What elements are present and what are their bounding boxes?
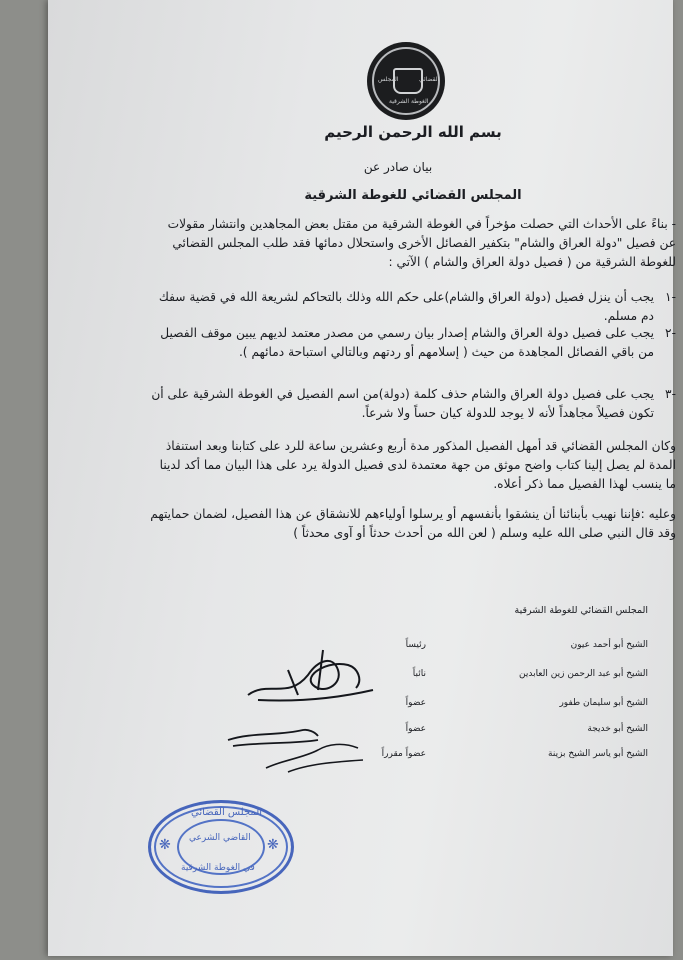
signatory-name: الشيخ أبو عبد الرحمن زين العابدين <box>518 669 648 679</box>
statement-label: بيان صادر عن <box>363 160 433 174</box>
signatory-row <box>268 724 648 738</box>
signatory-role: عضواً <box>405 724 426 734</box>
signatories-title: المجلس القضائي للغوطة الشرقية <box>514 605 648 616</box>
signatory-role: نائباً <box>412 669 426 679</box>
logo-text-right: القضائي <box>419 76 440 83</box>
demand-item <box>148 324 676 362</box>
signatory-role: عضواً مقرراً <box>381 749 426 759</box>
demand-item <box>148 385 676 423</box>
document-page <box>48 0 676 956</box>
signatory-name: الشيخ أبو ياسر الشيخ بزينة <box>548 749 648 759</box>
logo-text-left: المجلس <box>378 76 399 83</box>
stamp-text-middle: القاضي الشرعي <box>189 833 251 843</box>
signatory-name: الشيخ أبو أحمد عيون <box>570 640 648 650</box>
body-paragraph: وكان المجلس القضائي قد أمهل الفصيل المذكور مدة أربع وعشرين ساعة للرد على كتابنا وبعد استنفاذ المدة لم يصل إلينا كتاب واضح موثق من جهة معتمدة لدى فصيل الدولة يرد على هذا البيان مما أكد لدينا ما ينسب لهذا الفصيل مما ذكر أعلاه. <box>159 439 676 491</box>
demand-number: -٢ <box>665 326 676 340</box>
council-logo <box>367 42 445 120</box>
flower-icon: ❋ <box>159 837 171 853</box>
stamp-text-top: المجلس القضائي <box>191 807 263 818</box>
demand-number: -١ <box>665 290 676 304</box>
conclusion-paragraph: وعليه :فإننا نهيب بأبنائنا أن ينشقوا بأنفسهم أو يرسلوا أولياءهم للانشقاق عن هذا الفصيل، لضمان حمايتهم وقد قال النبي صلى الله عليه وسلم ( لعن الله من أحدث حدثاً أو آوى محدثاً ) <box>150 507 676 540</box>
basmala-heading: بسم الله الرحمن الرحيم <box>324 123 502 141</box>
signature-3 <box>258 738 368 778</box>
intro-paragraph: - بناءً على الأحداث التي حصلت مؤخراً في الغوطة الشرقية من مقتل بعض المجاهدين وانتشار مقولات عن فصيل "دولة العراق والشام" بتكفير الفصائل الأخرى واستحلال دمائها فقد طلب المجلس القضائي للغوطة الشرقية من ( فصيل دولة العراق والشام ) الآتي : <box>167 217 676 269</box>
flower-icon: ❋ <box>267 837 279 853</box>
demand-text: يجب على فصيل دولة العراق والشام حذف كلمة (دولة)من اسم الفصيل في الغوطة الشرقية على أن تكون فصيلاً مجاهداً لأنه لا يوجد للدولة كيان حساً ولا شرعاً. <box>151 387 654 420</box>
council-name: المجلس القضائي للغوطة الشرقية <box>304 188 522 203</box>
signatory-name: الشيخ أبو سليمان طفور <box>559 698 648 708</box>
stamp-text-bottom: في الغوطة الشرقية <box>181 863 255 873</box>
signature-1 <box>238 640 378 710</box>
signatory-role: رئيساً <box>405 640 426 650</box>
signatory-name: الشيخ أبو خديجة <box>587 724 648 734</box>
demand-text: يجب أن ينزل فصيل (دولة العراق والشام)على حكم الله وذلك بالتحاكم لشريعة الله في قضية سفك دم مسلم. <box>158 290 654 323</box>
demand-number: -٣ <box>665 387 676 401</box>
demand-item <box>148 288 676 326</box>
signatory-role: عضواً <box>405 698 426 708</box>
logo-text-bottom: الغوطة الشرقية <box>389 98 429 105</box>
demand-text: يجب على فصيل دولة العراق والشام إصدار بيان رسمي من مصدر معتمد لديهم يبين موقف الفصيل من باقي الفصائل المجاهدة من حيث ( إسلامهم أو ردتهم وبالتالي استباحة دمائهم ). <box>160 326 654 359</box>
blue-stamp <box>148 800 294 894</box>
